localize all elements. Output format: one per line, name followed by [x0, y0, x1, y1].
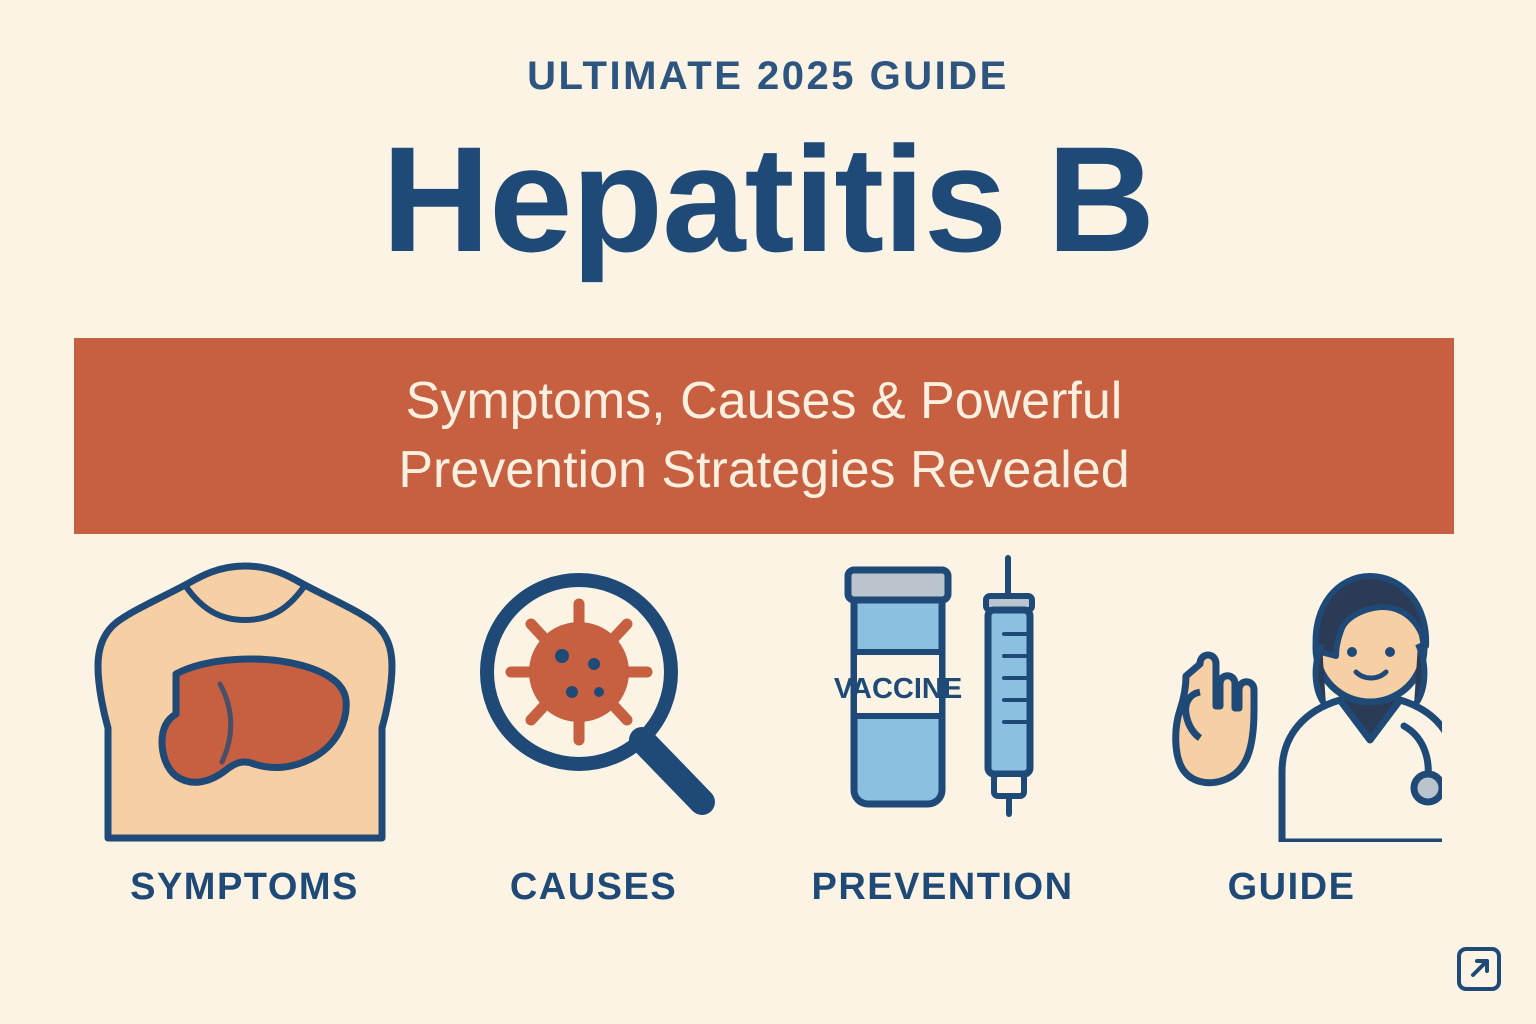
icon-cell-symptoms	[70, 552, 419, 909]
doctor-pointing-icon	[1142, 552, 1442, 842]
icon-cell-guide	[1117, 552, 1466, 909]
page-title: Hepatitis B	[381, 115, 1155, 283]
subtitle-band	[74, 338, 1454, 534]
icon-label-causes: CAUSES	[509, 866, 678, 908]
torso-liver-icon	[80, 552, 410, 842]
magnifier-virus-icon	[444, 552, 744, 842]
vaccine-vial-syringe-icon	[818, 552, 1068, 842]
eyebrow-text: ULTIMATE 2025 GUIDE	[527, 54, 1009, 98]
icon-cell-causes	[419, 552, 768, 909]
icon-cell-prevention	[768, 552, 1117, 909]
external-link-icon[interactable]	[1456, 946, 1502, 992]
subtitle-line-1: Symptoms, Causes & Powerful	[405, 372, 1123, 431]
icon-row	[70, 552, 1466, 909]
vial-label-text: VACCINE	[833, 673, 962, 705]
icon-label-prevention: PREVENTION	[811, 866, 1074, 908]
subtitle-line-2: Prevention Strategies Revealed	[398, 441, 1130, 499]
icon-label-symptoms: SYMPTOMS	[130, 866, 359, 908]
icon-label-guide: GUIDE	[1227, 866, 1356, 908]
